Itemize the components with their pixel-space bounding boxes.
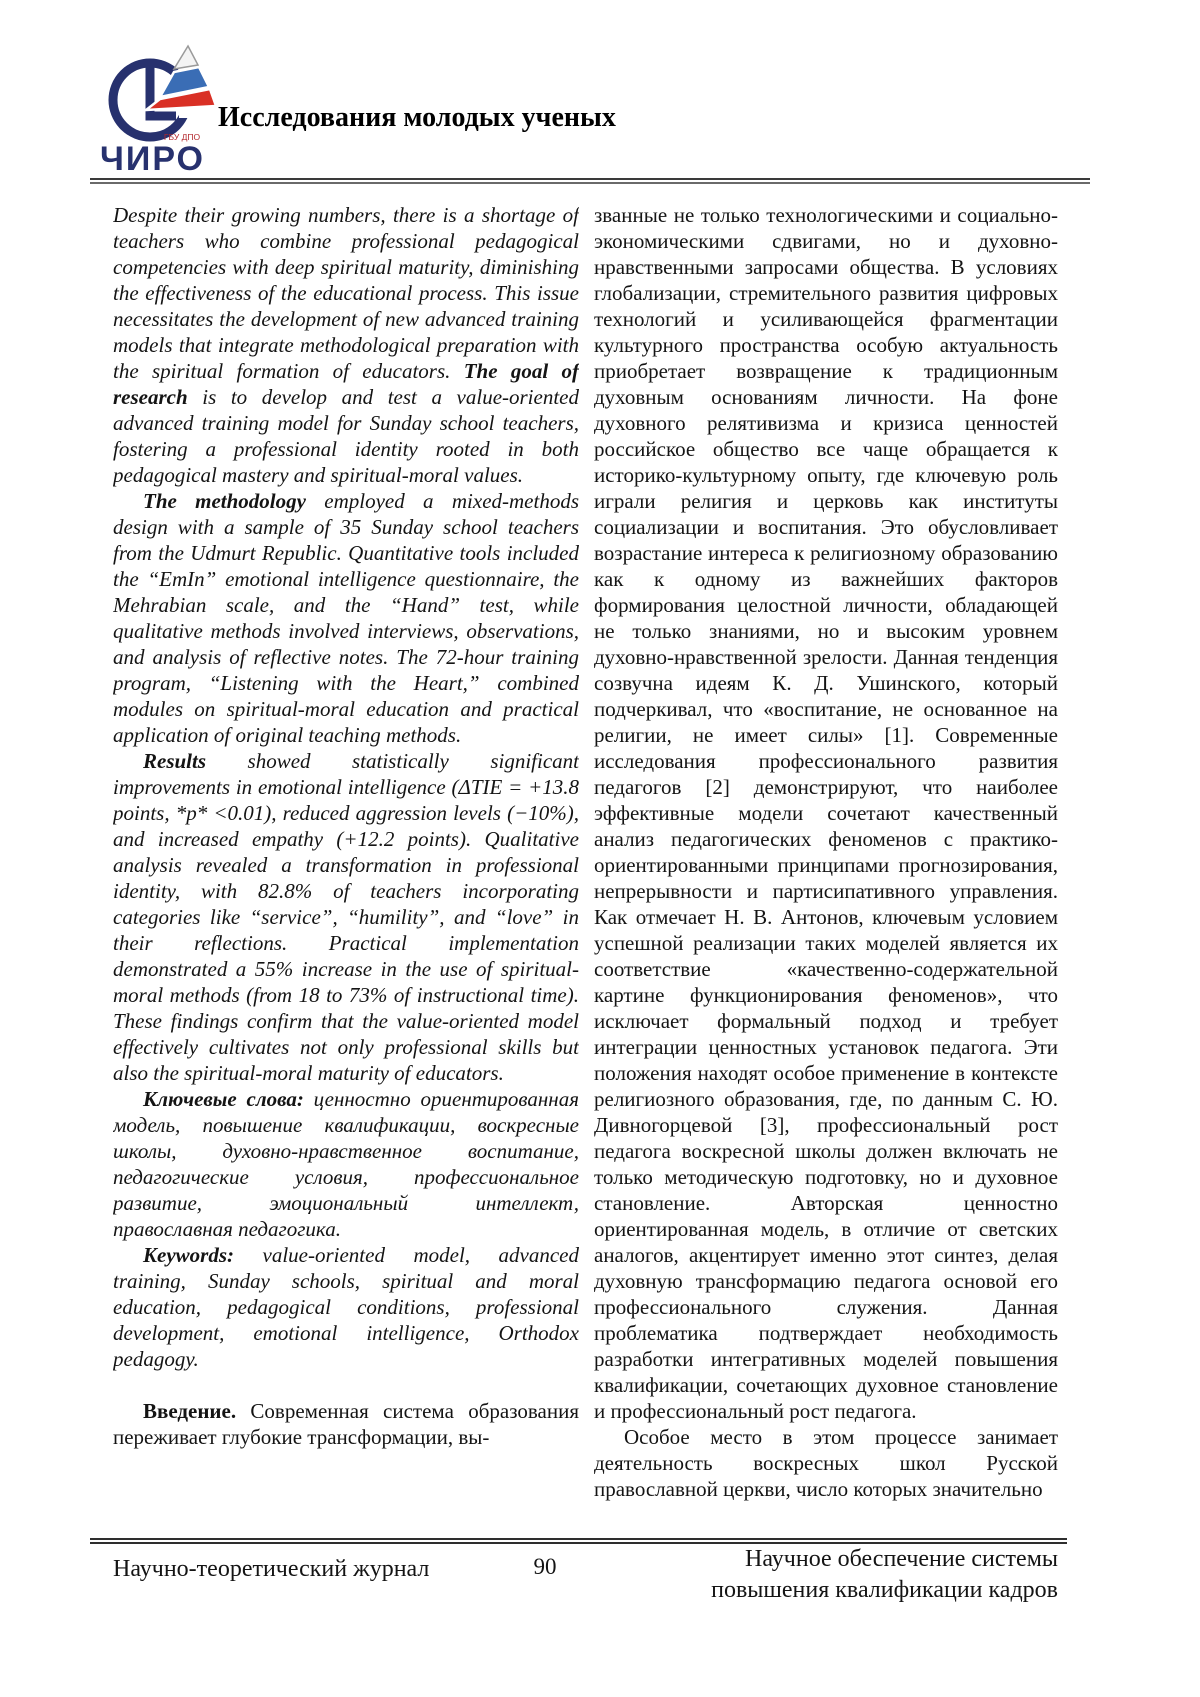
introduction-text: Современная система образования переживает глубокие трансформации, вы-: [113, 1399, 579, 1449]
keywords-en-paragraph: [113, 1242, 579, 1372]
page-number: 90: [533, 1554, 557, 1579]
footer-journal-title-line2: повышения квалификации кадров: [711, 1577, 1058, 1603]
keywords-en-label: Keywords:: [143, 1243, 234, 1267]
body-paragraph-1: званные не только технологическими и социально-экономическими сдвигами, но и духовно-нравственными запросами общества. В условиях глобализации, стремительного развития цифровых технологий и усиливающейся фрагментации культурного пространства особую актуальность приобретает возвращение к традиционным духовным основаниям личности. На фоне духовного релятивизма и кризиса ценностей российское общество все чаще обращается к историко-культурному опыту, где ключевую роль играли религия и церковь как институты социализации и воспитания. Это обусловливает возрастание интереса к религиозному образованию как к одному из важнейших факторов формирования целостной личности, обладающей не только знаниями, но и высоким уровнем духовно-нравственной зрелости. Данная тенденция созвучна идеям К. Д. Ушинского, который подчеркивал, что «воспитание, не основанное на религии, не имеет силы» [1]. Современные исследования профессионального развития педагогов [2] демонстрируют, что наиболее эффективные модели сочетают качественный анализ педагогических феноменов с практико-ориентированными принципами прогнозирования, непрерывности и партисипативного управления. Как отмечает Н. В. Антонов, ключевым условием успешной реализации таких моделей является их соответствие «качественно-содержательной картине функционирования феноменов», что исключает формальный подход и требует интеграции ценностных установок педагога. Эти положения находят особое применение в контексте религиозного образования, где, по данным С. Ю. Дивногорцевой [3], профессиональный рост педагога воскресной школы должен включать не только методическую подготовку, но и духовное становление. Авторская ценностно ориентированная модель, в отличие от светских аналогов, акцентирует именно этот синтез, делая духовную трансформацию педагога основой его профессионального служения. Данная проблематика подтверждает необходимость разработки интегративных моделей повышения квалификации, сочетающих духовное становление и профессиональный рост педагога.: [594, 203, 1058, 1423]
abstract-results-text: showed statistically significant improvements in emotional intelligence (ΔTIE = +13.8 points, *p* <0.01), reduced aggression levels (−10%), and increased empathy (+12.2 points). Qualitative analysis revealed a transformation in professional identity, with 82.8% of teachers incorporating categories like “service”, “humility”, and “love” in their reflections. Practical implementation demonstrated a 55% increase in the use of spiritual-moral methods (from 18 to 73% of instructional time). These findings confirm that the value-oriented model effectively cultivates not only professional skills but also the spiritual-moral maturity of educators.: [113, 749, 579, 1085]
header-rule: [90, 178, 1090, 184]
body-paragraph-2: Особое место в этом процессе занимает деятельность воскресных школ Русской православной церкви, число которых значительно: [594, 1425, 1058, 1501]
footer-journal-type: Научно-теоретический журнал: [113, 1556, 430, 1582]
abstract-paragraph-results: [113, 748, 579, 1086]
abstract-goal-pre: Despite their growing numbers, there is a shortage of teachers who combine professional pedagogical competencies with deep spiritual maturity, diminishing the effectiveness of the educational process. This issue necessitates the development of new advanced training models that integrate methodological preparation with the spiritual formation of educators.: [113, 203, 579, 383]
introduction-heading: Введение.: [143, 1399, 237, 1423]
section-title: Исследования молодых ученых: [218, 102, 616, 133]
logo-org-type: ГБУ ДПО: [163, 132, 201, 142]
keywords-ru-label: Ключевые слова:: [143, 1087, 304, 1111]
abstract-paragraph-goal: [113, 202, 579, 488]
abstract-methodology-lead: The methodology: [143, 489, 306, 513]
footer-journal-title: [711, 1544, 1058, 1606]
abstract-column: [113, 202, 579, 1532]
chiro-logo-mark: [100, 44, 232, 154]
abstract-paragraph-methodology: [113, 488, 579, 748]
keywords-ru-list: ценностно ориентированная модель, повышение квалификации, воскресные школы, духовно-нравственное воспитание, педагогические условия, профессиональное развитие, эмоциональный интеллект, православная педагогика.: [113, 1087, 579, 1241]
abstract-methodology-text: employed a mixed-methods design with a sample of 35 Sunday school teachers from the Udmurt Republic. Quantitative tools included the “EmIn” emotional intelligence questionnaire, the Mehrabian scale, and the “Hand” test, while qualitative methods involved interviews, observations, and analysis of reflective notes. The 72-hour training program, “Listening with the Heart,” combined modules on spiritual-moral education and practical application of original teaching methods.: [113, 489, 579, 747]
logo-acronym: ЧИРО: [100, 140, 206, 178]
body-column: [594, 202, 1058, 1532]
keywords-ru-paragraph: [113, 1086, 579, 1242]
footer-journal-title-line1: Научное обеспечение системы: [745, 1546, 1058, 1572]
abstract-goal-post: is to develop and test a value-oriented advanced training model for Sunday school teachers, fostering a professional identity rooted in both pedagogical mastery and spiritual-moral values.: [113, 385, 579, 487]
abstract-results-lead: Results: [143, 749, 207, 773]
abstract-goal-lead: The goal of research: [113, 359, 579, 409]
keywords-en-list: value-oriented model, advanced training, Sunday schools, spiritual and moral education, pedagogical conditions, professional development, emotional intelligence, Orthodox pedagogy.: [113, 1243, 579, 1371]
introduction-paragraph: [113, 1398, 579, 1450]
